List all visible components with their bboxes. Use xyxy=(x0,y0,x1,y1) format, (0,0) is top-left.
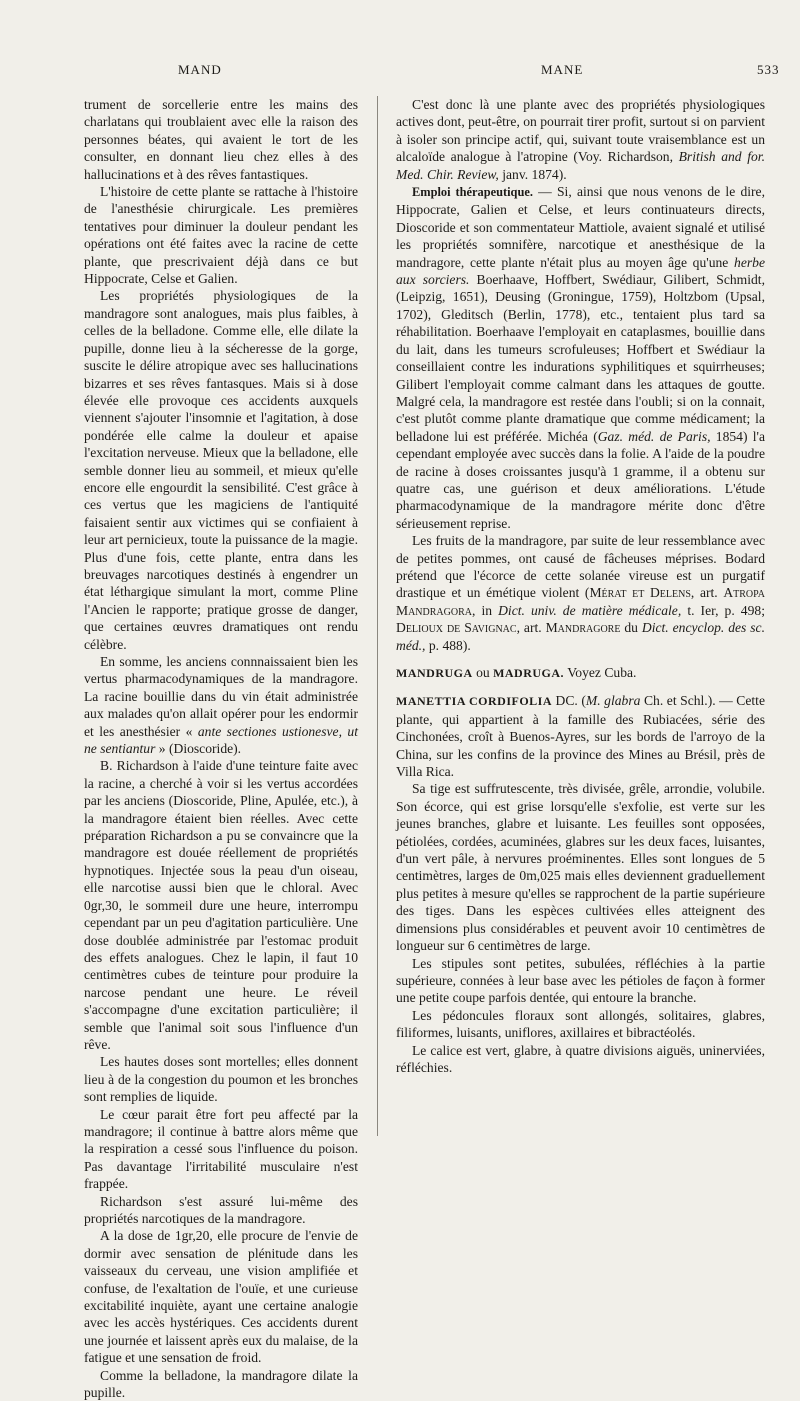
paragraph xyxy=(396,183,765,532)
text-run: En somme, les anciens connnaissaient bien les vertus pharmacodynamiques de la mandragore. La racine bouillie dans du vin était administrée aux malades qu'on allait opérer pour les endormir et les anesthésier « xyxy=(84,654,358,739)
paragraph: Les propriétés physiologiques de la mandragore sont analogues, mais plus faibles, à celles de la belladone. Comme elle, elle dilate la pupille, donne lieu à la sécheresse de la gorge, suscite le délire atropique avec ses hallucinations bizarres et ses rêves fantasques. Mais si à dose élevée elle provoque ces accidents auxquels viennent s'ajouter l'insomnie et l'agitation, à dose pondérée elle calme la douleur et apaise l'excitation nerveuse. Mieux que la belladone, elle semble donner lieu au sommeil, et mieux qu'elle encore elle engourdit la sensibilité. C'est grâce à ces vertus que les magiciens de l'antiquité faisaient sentir aux victimes qui se confiaient à leur art pernicieux, toute la puissance de la magie. Plus d'une fois, cette plante, entra dans les breuvages narcotiques destinés à engendrer un état léthargique simulant la mort, comme Pline l'Ancien le rapporte; pratique grosse de danger, que certaines œuvres dramatiques ont rendu célèbre. xyxy=(84,288,358,652)
text-run: » (Dioscoride). xyxy=(158,741,242,757)
paragraph: B. Richardson à l'aide d'une teinture faite avec la racine, a cherché à voir si les vertus accordées par les anciens (Dioscoride, Pline, Apulée, etc.), à la mandragore étaient bien réelles. Avec cette préparation Richardson a pu se convaincre que la mandragore est douée réellement de propriétés hypnotiques. Injectée sous la peau d'un oiseau, elle narcotise aussi bien que le chloral. Avec 0gr,30, le sommeil dure une heure, interrompu cependant par un peu d'agitation particulière. Une dose doublée administrée par l'estomac produit des effets analogues. Chez le lapin, il faut 10 centimètres cubes de teinture pour produire la narcose pendant une heure. Le réveil s'accompagne d'une excitation particulière; il semble que l'animal soit sous l'influence d'un rêve. xyxy=(84,758,358,1052)
text-run: p. 488). xyxy=(428,637,471,653)
journal-title: Gaz. méd. de Paris, xyxy=(597,428,711,444)
section-subheading: Emploi thérapeutique. xyxy=(412,185,533,200)
dictionary-title: Dict. encyclop. des sc. méd., xyxy=(396,620,765,653)
italic-phrase: herbe aux sorciers. xyxy=(396,254,765,288)
text-run: t. Ier, p. 498; xyxy=(687,602,765,618)
journal-title: British and for. Med. Chir. Review, xyxy=(396,149,765,182)
synonym-name: M. glabra xyxy=(585,693,641,709)
article-title: Atropa Mandragora, xyxy=(396,585,765,618)
text-run: in xyxy=(481,602,493,618)
text-run: — Si, ainsi que nous venons de le dire, Hippocrate, Galien et Celse, et leurs continuateurs directs, Dioscoride et son commentateur Mattiole, avaient signalé et utilisé les propriétés somnifère, narcotique et anesthésique de la mandragore, cette plante n'était plus au moyen âge qu'une xyxy=(396,184,765,270)
page-number: 533 xyxy=(757,62,780,77)
paragraph xyxy=(84,653,358,757)
text-run: Les fruits de la mandragore, par suite de leur ressemblance avec de petites pommes, ont causé de fâcheuses méprises. Bodard prétend que l'écorce de cette solanée vireuse est un purgatif drastique et un émétique violent ( xyxy=(396,533,765,601)
entry-mandruga xyxy=(396,664,765,682)
entry-heading: MANETTIA CORDIFOLIA xyxy=(396,694,552,709)
paragraph: trument de sorcellerie entre les mains des charlatans qui troublaient avec elle la raison des personnes béates, qui avaient le tort de les consulter, en donnant lieu chez elles à des hallucinations et à des rêves fantastiques. xyxy=(84,97,358,182)
text-run: ou xyxy=(476,665,490,680)
paragraph: Sa tige est suffrutescente, très divisée, grêle, arrondie, volubile. Son écorce, qui est grise lorsqu'elle s'exfolie, est verte sur les jeunes branches, glabre et luisante. Les feuilles sont opposées, pétiolées, cordées, acuminées, glabres sur les deux faces, luisantes, d'un vert pâle, à nervures proéminentes. Elles sont longues de 5 centimètres, larges de 0m,025 mais elles deviennent graduellement plus petites à mesure qu'elles se rapprochent de la partie supérieure des tiges. Dans les espèces cultivées elles atteignent des dimensions plus considérables et peuvent avoir 10 centimètres de longueur sur 6 centimètres de large. xyxy=(396,781,765,954)
entry-heading: MANDRUGA xyxy=(396,666,473,680)
text-run: C'est donc là une plante avec des propriétés physiologiques actives dont, peut-être, on pourrait tirer profit, surtout si on parvient à isoler son principe actif, qui, suivant toute vraisemblance est un alcaloïde analogue à l'atropine (Voy. Richardson, xyxy=(396,97,765,165)
text-run: janv. 1874). xyxy=(502,166,567,182)
article-title: Mandragore xyxy=(545,620,621,636)
paragraph xyxy=(396,532,765,654)
author-names: Mérat et Delens, xyxy=(589,585,695,601)
right-running-head: MANE xyxy=(541,62,584,77)
italic-quote: ante sectiones ustionesve, ut ne sentiantur xyxy=(84,723,358,757)
cross-reference: Voyez Cuba. xyxy=(567,665,637,680)
paragraph: Le calice est vert, glabre, à quatre divisions aiguës, uninerviées, réfléchies. xyxy=(396,1042,765,1075)
entry-manettia xyxy=(396,692,765,780)
text-run: du xyxy=(624,620,638,636)
text-run: Ch. et Schl.). — Cette plante, qui appartient à la famille des Rubiacées, série des Cinchonées, croît à Buenos-Ayres, sur les bords de l'arroyo de la China, sur les confins de la province des Mines au Brésil, près de Villa Rica. xyxy=(396,693,765,780)
left-column xyxy=(84,96,358,1401)
entry-heading: MADRUGA. xyxy=(493,666,565,680)
paragraph xyxy=(396,96,765,183)
text-run: art. xyxy=(523,620,542,636)
paragraph: A la dose de 1gr,20, elle procure de l'envie de dormir avec sensation de plénitude dans les vaisseaux du cerveau, une vision amplifiée et confuse, de l'exaltation de l'ouïe, et une curieuse excitabilité inquiète, ayant une certaine analogie avec les accès hystériques. Ces accidents durent une journée et laissent après eux du malaise, de la fatigue et une sensation de froid. xyxy=(84,1228,358,1366)
paragraph: Comme la belladone, la mandragore dilate la pupille. xyxy=(84,1367,358,1401)
left-running-head: MAND xyxy=(178,62,222,77)
paragraph: Les hautes doses sont mortelles; elles donnent lieu à de la congestion du poumon et les bronches sont remplies de liquide. xyxy=(84,1054,358,1105)
paragraph: L'histoire de cette plante se rattache à l'histoire de l'anesthésie chirurgicale. Les premières tentatives pour diminuer la douleur pendant les opérations ont été faites avec la racine de cette plante, que prescrivaient déjà dans ce but Hippocrate, Celse et Galien. xyxy=(84,184,358,287)
text-run: DC. ( xyxy=(555,693,586,709)
column-divider xyxy=(377,96,378,1136)
author-names: Delioux de Savignac, xyxy=(396,620,520,636)
paragraph: Les stipules sont petites, subulées, réfléchies à la partie supérieure, connées à leur base avec les pétioles de façon à former une petite coupe parfois dentée, qui entoure la branche. xyxy=(396,955,765,1006)
dictionary-title: Dict. univ. de matière médicale, xyxy=(498,602,682,618)
right-column xyxy=(396,96,765,1076)
text-run: 1854) l'a cependant employée avec succès dans la folie. A l'aide de la poudre de racine à doses croissantes jusqu'à 1 gramme, il a obtenu sur quatre cas, une guérison et deux améliorations. L'étude pharmacodynamique de la mandragore mérite donc d'être sérieusement reprise. xyxy=(396,428,765,531)
paragraph: Richardson s'est assuré lui-même des propriétés narcotiques de la mandragore. xyxy=(84,1193,358,1226)
paragraph: Les pédoncules floraux sont allongés, solitaires, glabres, filiformes, luisants, uniflores, axillaires et bibractéolés. xyxy=(396,1007,765,1041)
text-run: art. xyxy=(699,585,718,601)
paragraph: Le cœur parait être fort peu affecté par la mandragore; il continue à battre alors même que la respiration a cessé sous l'influence du poison. Pas davantage l'irritabilité musculaire n'est frappée. xyxy=(84,1106,358,1192)
text-run: Boerhaave, Hoffbert, Swédiaur, Gilibert, Schmidt, (Leipzig, 1651), Deusing (Groningue, 1759), Holtzbom (Upsal, 1702), Gleditsch (Berlin, 1778), etc., tentaient plus tard sa réhabilitation. Boerhaave l'employait en cataplasmes, bouillie dans du lait, dans les tumeurs scrofuleuses; Hoffbert et Swédiaur la conseillaient contre les indurations syphilitiques et squirrheuses; Gilibert l'employait comme calmant dans les attaques de goutte. Malgré cela, la mandragore est restée dans l'oubli; si on la connait, c'est plutôt comme plante dramatique que comme médicament; la belladone lui est préférée. Michéa ( xyxy=(396,272,765,444)
running-header xyxy=(0,62,800,84)
